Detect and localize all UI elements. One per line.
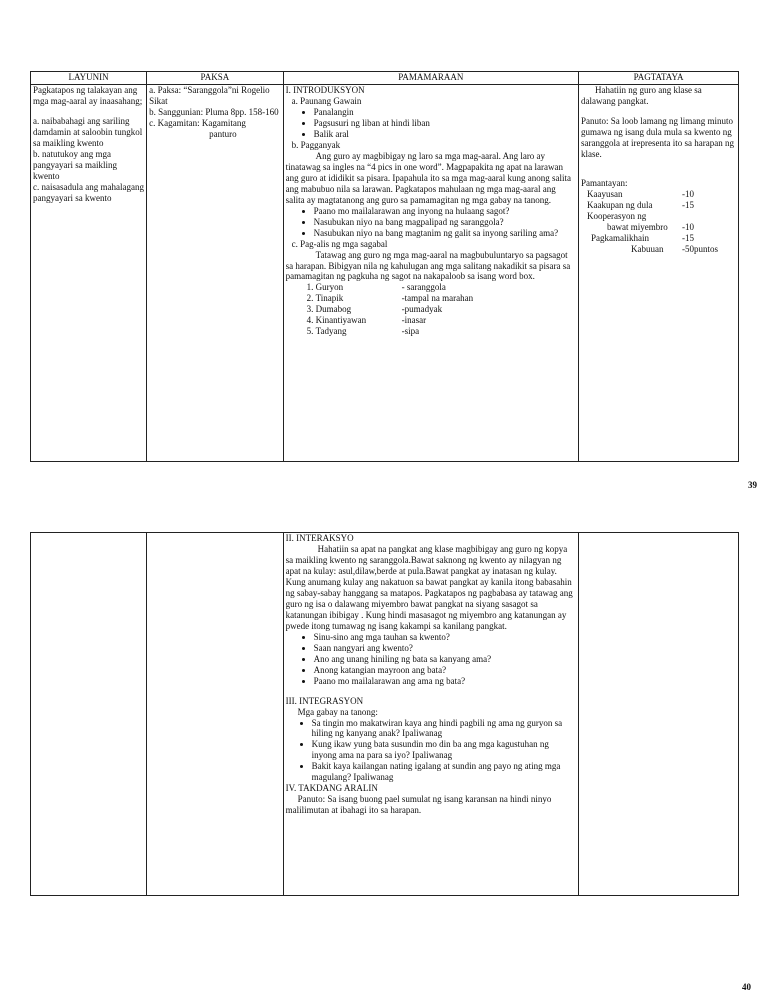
criteria-points: -10 [682, 221, 695, 232]
list-item: • Nasubukan niyo na bang magpalipad ng saranggola? [314, 217, 576, 228]
criteria-name: Kaayusan [587, 188, 623, 199]
layunin-intro: Pagkatapos ng talakayan ang mga mag-aaral ay inaasahang; [33, 85, 143, 106]
pamamaraan-cell [283, 85, 578, 462]
layunin-cell-empty [31, 533, 147, 896]
header-layunin: LAYUNIN [31, 72, 147, 85]
pamantayan-label: Pamantayan: [581, 177, 628, 188]
list-item: • Nasubukan niyo na bang magtanim ng galit sa inyong sariling ama? [314, 228, 576, 239]
integrasyon-heading: III. INTEGRASYON [285, 695, 364, 706]
introduksyon-heading: I. INTRODUKSYON [285, 85, 365, 95]
layunin-item: c. naisasadula ang mahalagang pangyayari sa kwento [33, 181, 144, 203]
page-number: 40 [742, 982, 751, 992]
word-term: Kinantiyawan [315, 315, 367, 326]
criteria-row [581, 222, 736, 233]
list-item: • Balik aral [314, 129, 576, 140]
pagtataya-intro: Hahatiin ng guro ang klase sa dalawang pangkat. [581, 85, 702, 106]
paunang-gawain-list [286, 107, 576, 140]
interaksyon-heading: II. INTERAKSYO [285, 533, 354, 543]
header-paksa: PAKSA [147, 72, 284, 85]
takdang-aralin-paragraph: Panuto: Sa isang buong pael sumulat ng isang karansan na hindi ninyo malilimutan at ibahagi ito sa harapan. [285, 794, 552, 816]
pagganyak-label: b. Pagganyak [291, 139, 341, 150]
layunin-cell [31, 85, 147, 462]
criteria-name: bawat miyembro [607, 221, 668, 232]
paksa-reference: b. Sanggunian: Pluma 8pp. 158-160 [149, 106, 279, 117]
word-item [316, 304, 576, 315]
word-term: Tinapik [315, 293, 344, 304]
paksa-materials-cont: panturo [209, 128, 237, 139]
word-meaning: -pumadyak [401, 304, 443, 315]
list-item: • Panalangin [314, 107, 576, 118]
list-item: • Anong katangian mayroon ang bata? [314, 665, 576, 676]
list-item: • Bakit kaya kailangan nating igalang at sundin ang payo ng ating mga magulang? Ipaliwanag [312, 761, 576, 783]
pag-alis-label: c. Pag-alis ng mga sagabal [291, 238, 388, 249]
lesson-plan-table-page-40 [30, 532, 739, 896]
integrasyon-subheading: Mga gabay na tanong: [297, 706, 378, 717]
pagtataya-cell-empty [579, 533, 739, 896]
paunang-gawain-label: a. Paunang Gawain [291, 95, 362, 106]
word-meaning: -inasar [401, 315, 427, 326]
interaksyon-questions [286, 632, 576, 687]
header-pamamaraan: PAMAMARAAN [283, 72, 578, 85]
header-pagtataya: PAGTATAYA [579, 72, 739, 85]
list-item: • Paano mo mailalarawan ang inyong na hulaang sagot? [314, 206, 576, 217]
list-item: • Sinu-sino ang mga tauhan sa kwento? [314, 632, 576, 643]
word-term: Dumabog [315, 304, 352, 315]
criteria-name: Kaakupan ng dula [587, 199, 653, 210]
word-box-list [286, 282, 576, 337]
word-item [316, 282, 576, 293]
criteria-points: -10 [682, 188, 695, 199]
criteria-name: Kooperasyon ng [587, 210, 647, 221]
integrasyon-questions [286, 718, 576, 784]
layunin-item: b. natutukoy ang mga pangyayari sa maikling kwento [33, 148, 117, 181]
word-item [316, 315, 576, 326]
criteria-row [581, 200, 736, 211]
page-number: 39 [748, 480, 757, 490]
word-term: Guryon [315, 282, 344, 293]
list-item: • Sa tingin mo makatwiran kaya ang hindi pagbili ng ama ng guryon sa hiling ng kanyang anak? Ipaliwanag [312, 718, 576, 740]
layunin-item: a. naibabahagi ang sariling damdamin at saloobin tungkol sa maikling kwento [33, 115, 143, 148]
pag-alis-paragraph: Tatawag ang guro ng mga mag-aaral na magbubuluntaryo sa pagsagot sa harapan. Bibigyan nila ng kahulugan ang mga salitang nakadikit sa pisara sa pamamagitan ng pagkuha ng sagot na nakapaloob sa isang word box. [285, 249, 571, 282]
criteria-row [581, 211, 736, 222]
criteria-name: Pagkamalikhain [591, 232, 650, 243]
word-item [316, 293, 576, 304]
criteria-row [581, 233, 736, 244]
pamamaraan-cell [283, 533, 578, 896]
pagganyak-questions [286, 206, 576, 239]
criteria-total-row [581, 244, 736, 255]
pagganyak-paragraph: Ang guro ay magbibigay ng laro sa mga mag-aaral. Ang laro ay tinatawag sa ingles na “4 pics in one word”. Magpapakita ng apat na larawan ang guro at ididikit sa pisara. Ipapahula ito sa mga mag-aaral kung anong salita ang mabubuo nila sa larawan. Pagkatapos mahulaan ng mga mag-aaral ang salita ay magtatanong ang guro sa pamamagitan ng mga gabay na tanong. [285, 150, 572, 205]
list-item: • Paano mo mailalarawan ang ama ng bata? [314, 676, 576, 687]
paksa-cell-empty [147, 533, 284, 896]
criteria-name: Kabuuan [631, 243, 664, 254]
word-term: Tadyang [315, 326, 347, 337]
criteria-points: -15 [682, 199, 695, 210]
criteria-points: -15 [682, 232, 695, 243]
takdang-aralin-heading: IV. TAKDANG ARALIN [285, 783, 378, 794]
word-meaning: - saranggola [401, 282, 446, 293]
word-meaning: -tampal na marahan [401, 293, 474, 304]
paksa-cell [147, 85, 284, 462]
list-item: • Pagsusuri ng liban at hindi liban [314, 118, 576, 129]
list-item: • Saan nangyari ang kwento? [314, 643, 576, 654]
list-item: • Kung ikaw yung bata susundin mo din ba ang mga kagustuhan ng inyong ama na para sa iyo? Ipaliwanag [312, 739, 576, 761]
list-item: • Ano ang unang hiniling ng bata sa kanyang ama? [314, 654, 576, 665]
interaksyon-paragraph: Hahatiin sa apat na pangkat ang klase magbibigay ang guro ng kopya sa maikling kwento ng saranggola.Bawat saknong ng kwento ay nilagyan ng apat na kulay: asul,dilaw,berde at pula.Bawat pangkat ay inatasan ng kulay. Kung anumang kulay ang nakatuon sa bawat pangkat ay kanila itong babasahin ng sabay-sabay hanggang sa matapos. Pagkatapos ng pagbabasa ay tatawag ang guro ng isa o dalawang miyembro bawat pangkat na siyang sasagot sa katanungan ibibigay . Kung hindi masasagot ng miyembro ang katanungan ay pwede itong tumawag ng isang kakampi sa kanilang pangkat. [285, 543, 573, 631]
paksa-topic: a. Paksa: “Saranggola”ni Rogelio Sikat [149, 85, 270, 106]
pagtataya-panuto: Panuto: Sa loob lamang ng limang minuto gumawa ng isang dula mula sa kwento ng saranggola at irepresenta ito sa harapan ng klase. [581, 115, 734, 159]
lesson-plan-table-page-39 [30, 71, 739, 462]
paksa-materials: c. Kagamitan: Kagamitang [149, 117, 246, 128]
word-item [316, 326, 576, 337]
criteria-row [581, 189, 736, 200]
criteria-points: -50puntos [682, 243, 719, 254]
word-meaning: -sipa [401, 326, 420, 337]
pagtataya-cell [579, 85, 739, 462]
